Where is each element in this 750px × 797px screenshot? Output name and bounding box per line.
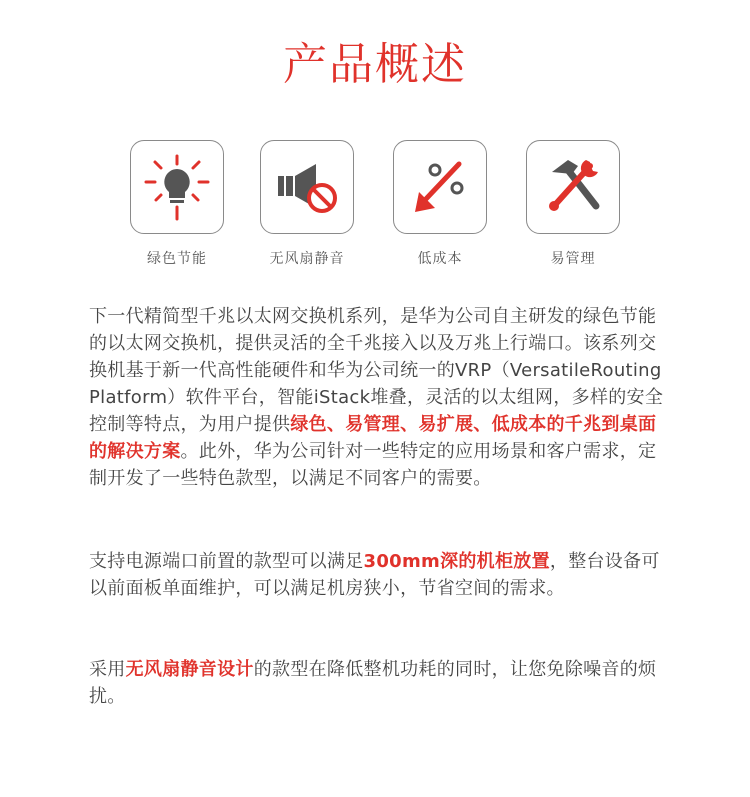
intro-paragraph	[89, 303, 664, 492]
feature-label: 无风扇静音	[269, 251, 345, 267]
power-port-paragraph	[89, 548, 664, 602]
muted-speaker-icon	[272, 152, 342, 222]
feature-icons-row	[0, 140, 750, 280]
feature-label: 易管理	[550, 251, 596, 267]
feature-green-energy	[117, 140, 237, 268]
feature-label: 绿色节能	[147, 251, 207, 267]
power-port-text-cont: ，整台设备可以前面板单面维护，可以满足机房狭小，节省空间的需求。	[89, 551, 660, 599]
hammer-wrench-icon	[538, 152, 608, 222]
page-title: 产品概述	[283, 39, 467, 90]
feature-low-cost	[380, 140, 500, 268]
feature-icon-box	[393, 140, 487, 234]
feature-label: 低成本	[417, 251, 463, 267]
fanless-text: 采用	[89, 659, 126, 680]
fanless-text-cont: 的款型在降低整机功耗的同时，让您免除噪音的烦扰。	[89, 659, 657, 707]
feature-icon-box	[260, 140, 354, 234]
feature-icon-box	[526, 140, 620, 234]
intro-highlight: 绿色、易管理、易扩展、低成本的千兆到桌面的解决方案	[89, 414, 657, 462]
fanless-paragraph	[89, 656, 664, 710]
feature-fanless-silent	[247, 140, 367, 268]
lightbulb-icon	[142, 152, 212, 222]
feature-icon-box	[130, 140, 224, 234]
fanless-highlight: 无风扇静音设计	[125, 659, 254, 680]
intro-text-cont: 。此外，华为公司针对一些特定的应用场景和客户需求，定制开发了一些特色款型，以满足不同客户的需要。	[89, 441, 657, 489]
power-port-text: 支持电源端口前置的款型可以满足	[89, 551, 364, 572]
feature-easy-management	[513, 140, 633, 268]
intro-text: 下一代精简型千兆以太网交换机系列，是华为公司自主研发的绿色节能的以太网交换机，提供灵活的全千兆接入以及万兆上行端口。该系列交换机基于新一代高性能硬件和华为公司统一的VRP（VersatileRouting Platform）软件平台，智能iStack堆叠，灵活的以太组网，多样的安全控制等特点，为用户提供	[89, 306, 664, 435]
percent-down-arrow-icon	[405, 152, 475, 222]
power-port-highlight: 300mm深的机柜放置	[363, 551, 550, 572]
